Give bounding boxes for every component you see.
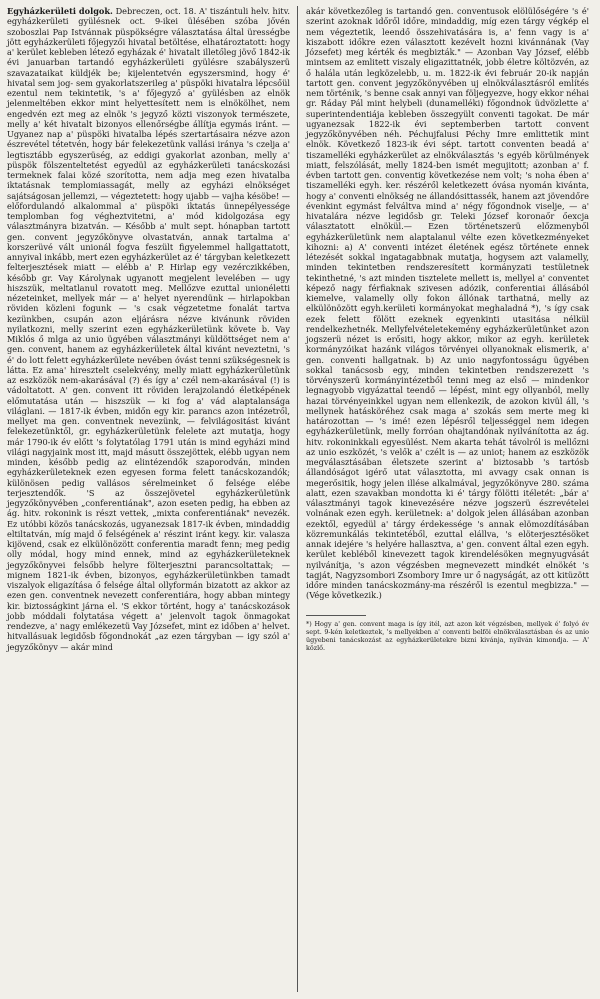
left-column [7, 6, 290, 652]
article-paragraph [7, 6, 290, 652]
article-paragraph: akár következőleg is tartandó gen. conventusok elölülőségére 's é' szerint azoknak időről időre, mindaddig, míg ezen tárgy végkép el nem végeztetik, leendő összehivatására is, a' fenn vagy is a' kiszabott időkre ezen választott kezévelt hozni kivánnának (Vay Józsefet) meg kérték és megbizták." — Azonban Vay József, elébb mintsem az emlitett viszaly eligazittatnék, jobb életre költözvén, az ő halála után legközelebb, u. m. 1822-ik évi február 20-ik napján tartott gen. convent jegyzőkönyvében uj elnökválasztásról említés nem történik, 's benne csak annyi van följegyezve, hogy ekkor néhai gr. Ráday Pál mint helybeli (dunamelléki) főgondnok üdvözlette a' superintendentiája kebleben összegyült conventi tagokat. De már ugyanezsak 1822-ik évi septemberben tartott convent jegyzőkönyvében néh. Péchujfalusi Péchy Imre emlittetik mint elnök. Következő 1823-ik évi sépt. tartott conventen beadá a' tiszamelléki egyházkerület az elnökválasztás 's egyéb körülmények miatt, felszólását, melly 1824-ben ismét megujitott; azonban a' f. évben tartott gen. conventig következése nem volt; 's noha ében a' tiszamelléki egyh. ker. részéről keletkezett óvása nyomán kivánta, hogy a' conventi elnökség ne állandósittassék, hanem azt jövendőre évenkint egymást felváltva mind a' négy főgondnok viselje, — a' hivatalára nézve legidősb gr. Teleki József koronaőr őexcja választatott elnökül.— Ezen történetszerü előzmenyből egyházkerületünk nem alaptalanul vélte ezen következményeket kihozni: a) A' conventi intézet életének egész története ennek létezését sokkal ingatagabbnak mutatja, hogysem azt valamelly, minden tekintetben rendszeresített kormányzati testületnek tekinthetné, 's azt minden tisztelete mellett is, mellyel a' conventet képező nagy férfiaknak szivesen adózik, conferentiai állásából kiemelve, valamelly olly fokon állónak tarthatná, melly az elkülönözött egyh.kerületi kormányokat meghaladná *), 's így csak ezek felett fölött ezeknek egyenkinti utasitása nélkül rendelkezhetnék. Mellyfelvételetekemény egyházkerületünket azon jogszerü nézet is erősiti, hogy akkor, mikor az egyh. kerületek kormányzóikat hazánk világos törvényei ollyanoknak elismerik, a' gen. conventi hallgatnak. b) Az unio nagyfontosságu ügyében sokkal tanácsosb egy, minden tekintetben rendszerezett 's törvényszerü kormányintézetből tenni meg az első — mindenkor legnagyobb vigyázattal teendő — lépést, mint egy ollyanból, melly hazai törvényeinkkel ugyan nem ellenkezik, de azokon kivül áll, 's mellynek hatásköréhez csak maga a' szokás sem merte meg ki határozottan — 's imé! ezen lépésről teljességgel nem idegen egyházkerületünk, melly forróan ohajtandónak nyilvánította az ág. hitv. rokoninkkali egyesülést. Nem akarta tehát távolról is mellőzni az unio eszközét, 's velők a' czélt is — az uniot; hanem az eszközök megválasztásában életszete szerint a' biztosabb 's tartósb állandóságot igérő utat választotta, mi avvagy csak onnan is megerősitik, hogy jelen illése alkalmával, jegyzőkönyve 280. száma alatt, ezen szavakban mondotta ki é' tárgy fölötti itéletét: „bár a' választmányi tagok kinevezésére nézve jogszerü észrevételei volnának ezen egyh. kerületnek: a' dolgok jelen állásában azonban ezektől, egyedül a' tárgy érdekessége 's annak elömozdításában közremunkálás tekintetéből, ezuttal elállva, 's elöterjesztésöket annak idejére 's helyére hallasztva, a' gen. convent által ezen egyh. kerület kebléből kinevezett tagok kirendelésöken megnyugvását nyilvánítja, 's azon végzésben megnevezett mindkét elnökét 's tagját, Nagyzsombori Zsombory Imre ur ő nagyságát, az ott kitüzött időre minden tanácskozmány-ma részéről is ezentul megbizza." — (Vége következik.) [306, 6, 589, 601]
column-divider [297, 6, 298, 992]
article-title: Egyházkerületi dolgok. [7, 6, 113, 16]
right-column [306, 6, 589, 652]
footnote-divider [306, 615, 366, 616]
article-body: Debreczen, oct. 18. A' tiszántuli helv. hitv. egyházkerületi gyülésnek oct. 9-ikei ülésében szóba jővén szoboszlai Pap Istvánnak püspökségre választatása által ürességbe jött egyházkerületi főjegyzői hivatal betöltése, elhatároztatott: hogy a' kerület kebleben létező egyházak é' hivatalt illetőleg jövő 1842-ik évi januarban tartandó egyházkerületi gyülésre szabályszerü szavazataikat küldjék be; kijelentetvén egyszersmind, hogy é' hivatal sem jog- sem gyakorlatszerileg a' püspöki hivatalra lépcsőül ezentul nem tekintetik, 's a' főjegyző a' gyülésben az elnök jelenmeltében ekkor mint helyettesített nem is elnökölhet, nem engedvén ezt meg az elnök 's jegyző közti viszonyok természete, melly a' két hivatalt bizonyos ellenőrségbe állítja egymás iránt. — Ugyanez nap a' püspöki hivatalba lépés szertartásaira nézve azon észrevétel tétetvén, hogy bár felekezetünk vallási iránya 's czelja a' legtisztább egyszerüség, az eddigi gyakorlat azonban, melly a' püspök fölszenteltetést egyedül az egyházkerületi tanácskozási termeknek falai közé szorította, nem adja meg ezen hivatalba iktatásnak templomiassagát, melly az egyházi elnökséget sajátságosan jellemzi, — végeztetett: hogy ujabb — vajha késöbe! — előfordulandó alkalommal a' püspöki iktatás ünnepélyessége templomban fog végheztvitetni, a' mód kidolgozása egy választmányra bizatván. — Később a' mult sept. hónapban tartott gen. convent jegyzőkönyve olvastatván, annak tartalma a' korszerüvé vált unionál fogva feszült figyelemmel hallgattatott, annyival inkább, mert ezen egyházkerület az é' tárgyban keletkezett felterjesztések miatt — elébb a' P. Hirlap egy vezérczikkében, később gr. Vay Károlynak ugyanott megjelent levelében — ugy hiszszük, meltatlanul rovatott meg. Mellőzve ezuttal unionéletti nézeteinket, mellyek már — a' helyet nyerendünk — hirlapokban röviden közleni fogunk — 's csak végzetetme fonalát tartva kezünkben, csupán azon eljárásra nézve kivánunk röviden nyilatkozni, melly szerint ezen egyházkerületünk követe b. Vay Miklós ő mlga az unio ügyében választmányi küldöttséget nem a' gen. convent, hanem az egyházkerületek által kivánt neveztetni, 's é' do lott felett egyházkerülete nevében óvást tenni szükségesnek is látta. Ez ama' hiresztelt cselekvény, melly miatt egyházkerületünk az eszközök nem-akarásával (?) és így a' czél nem-akarásával (!) is vádoltatott. A' gen. convent itt röviden lerajzolandó életképének előmutatása után — hiszszük — ki fog a' vád alaptalansága világlani. — 1817-ik évben, midőn egy kir. parancs azon intézetről, mellyet ma gen. conventnek nevezünk, — felvilágositást kivánt felekezetünktől, gr. egyházkerületünk felelete azt mutatja, hogy már 1790-ik év előtt 's folytatólag 1791 után is mind egyházi mind világi nagyjaink most itt, majd másutt összejöttek, elébb ugyan nem minden, később pedig az elintézendők szaporodván, minden egyházkerületeknek ezen egyesen forma felett tanácskozandók; különösen pedig vallásos sérelmeinket ő felsége elébe terjesztendők. 'S az összejövetel egyházkerületünk jegyzőkönyvében „conferentiának", azon eseten pedig, ha ebben az ág. hitv. rokonink is részt vettek, „mixta conferentiának" nevezék. Ez utóbbi közös tanácskozás, ugyanezsak 1817-ik évben, mindaddig eltiltatván, míg majd ő felségének a' részint iránt kegy. kir. valasza kijövend, csak ez elkülönözött conferentia maradt fenn; meg pedig olly módal, hogy mind ennek, mind az egyházkerületeknek jegyzőkönyvei felsőbb helyre fölterjesztni parancsoltattak; — mignem 1821-ik évben, bizonyos, egyházkerületünkben tamadt viszalyok eligazítása ő felsége által ollyformán bizatott az akkor az ezen gen. conventnek nevezett conferentiára, hogy abban mintegy kir. biztosságkint járna el. 'S ekkor történt, hogy a' tanácskozások jobb móddali folytatása végett a' jelenvolt tagok önmagokat rendezve, a' nagy emlékezetü Vay Józsefet, mint ez időben a' helvet. hitvallásuak legidősb főgondnokát „az ezen tárgyban — igy szól a' jegyzőkönyv — akár mind [7, 6, 290, 652]
footnote: *) Hogy a' gen. convent maga is így itél, azt azon két végzésben, mellyek é' folyó év sept. 9-kén keletkeztek, 's mellyekben a' conventi belföi elnökválasztásban és az unio ügyebeni tanácskozást az egyházkerületekre bizni kivánja, nyilván kimondja. — A' közlő. [306, 619, 589, 652]
